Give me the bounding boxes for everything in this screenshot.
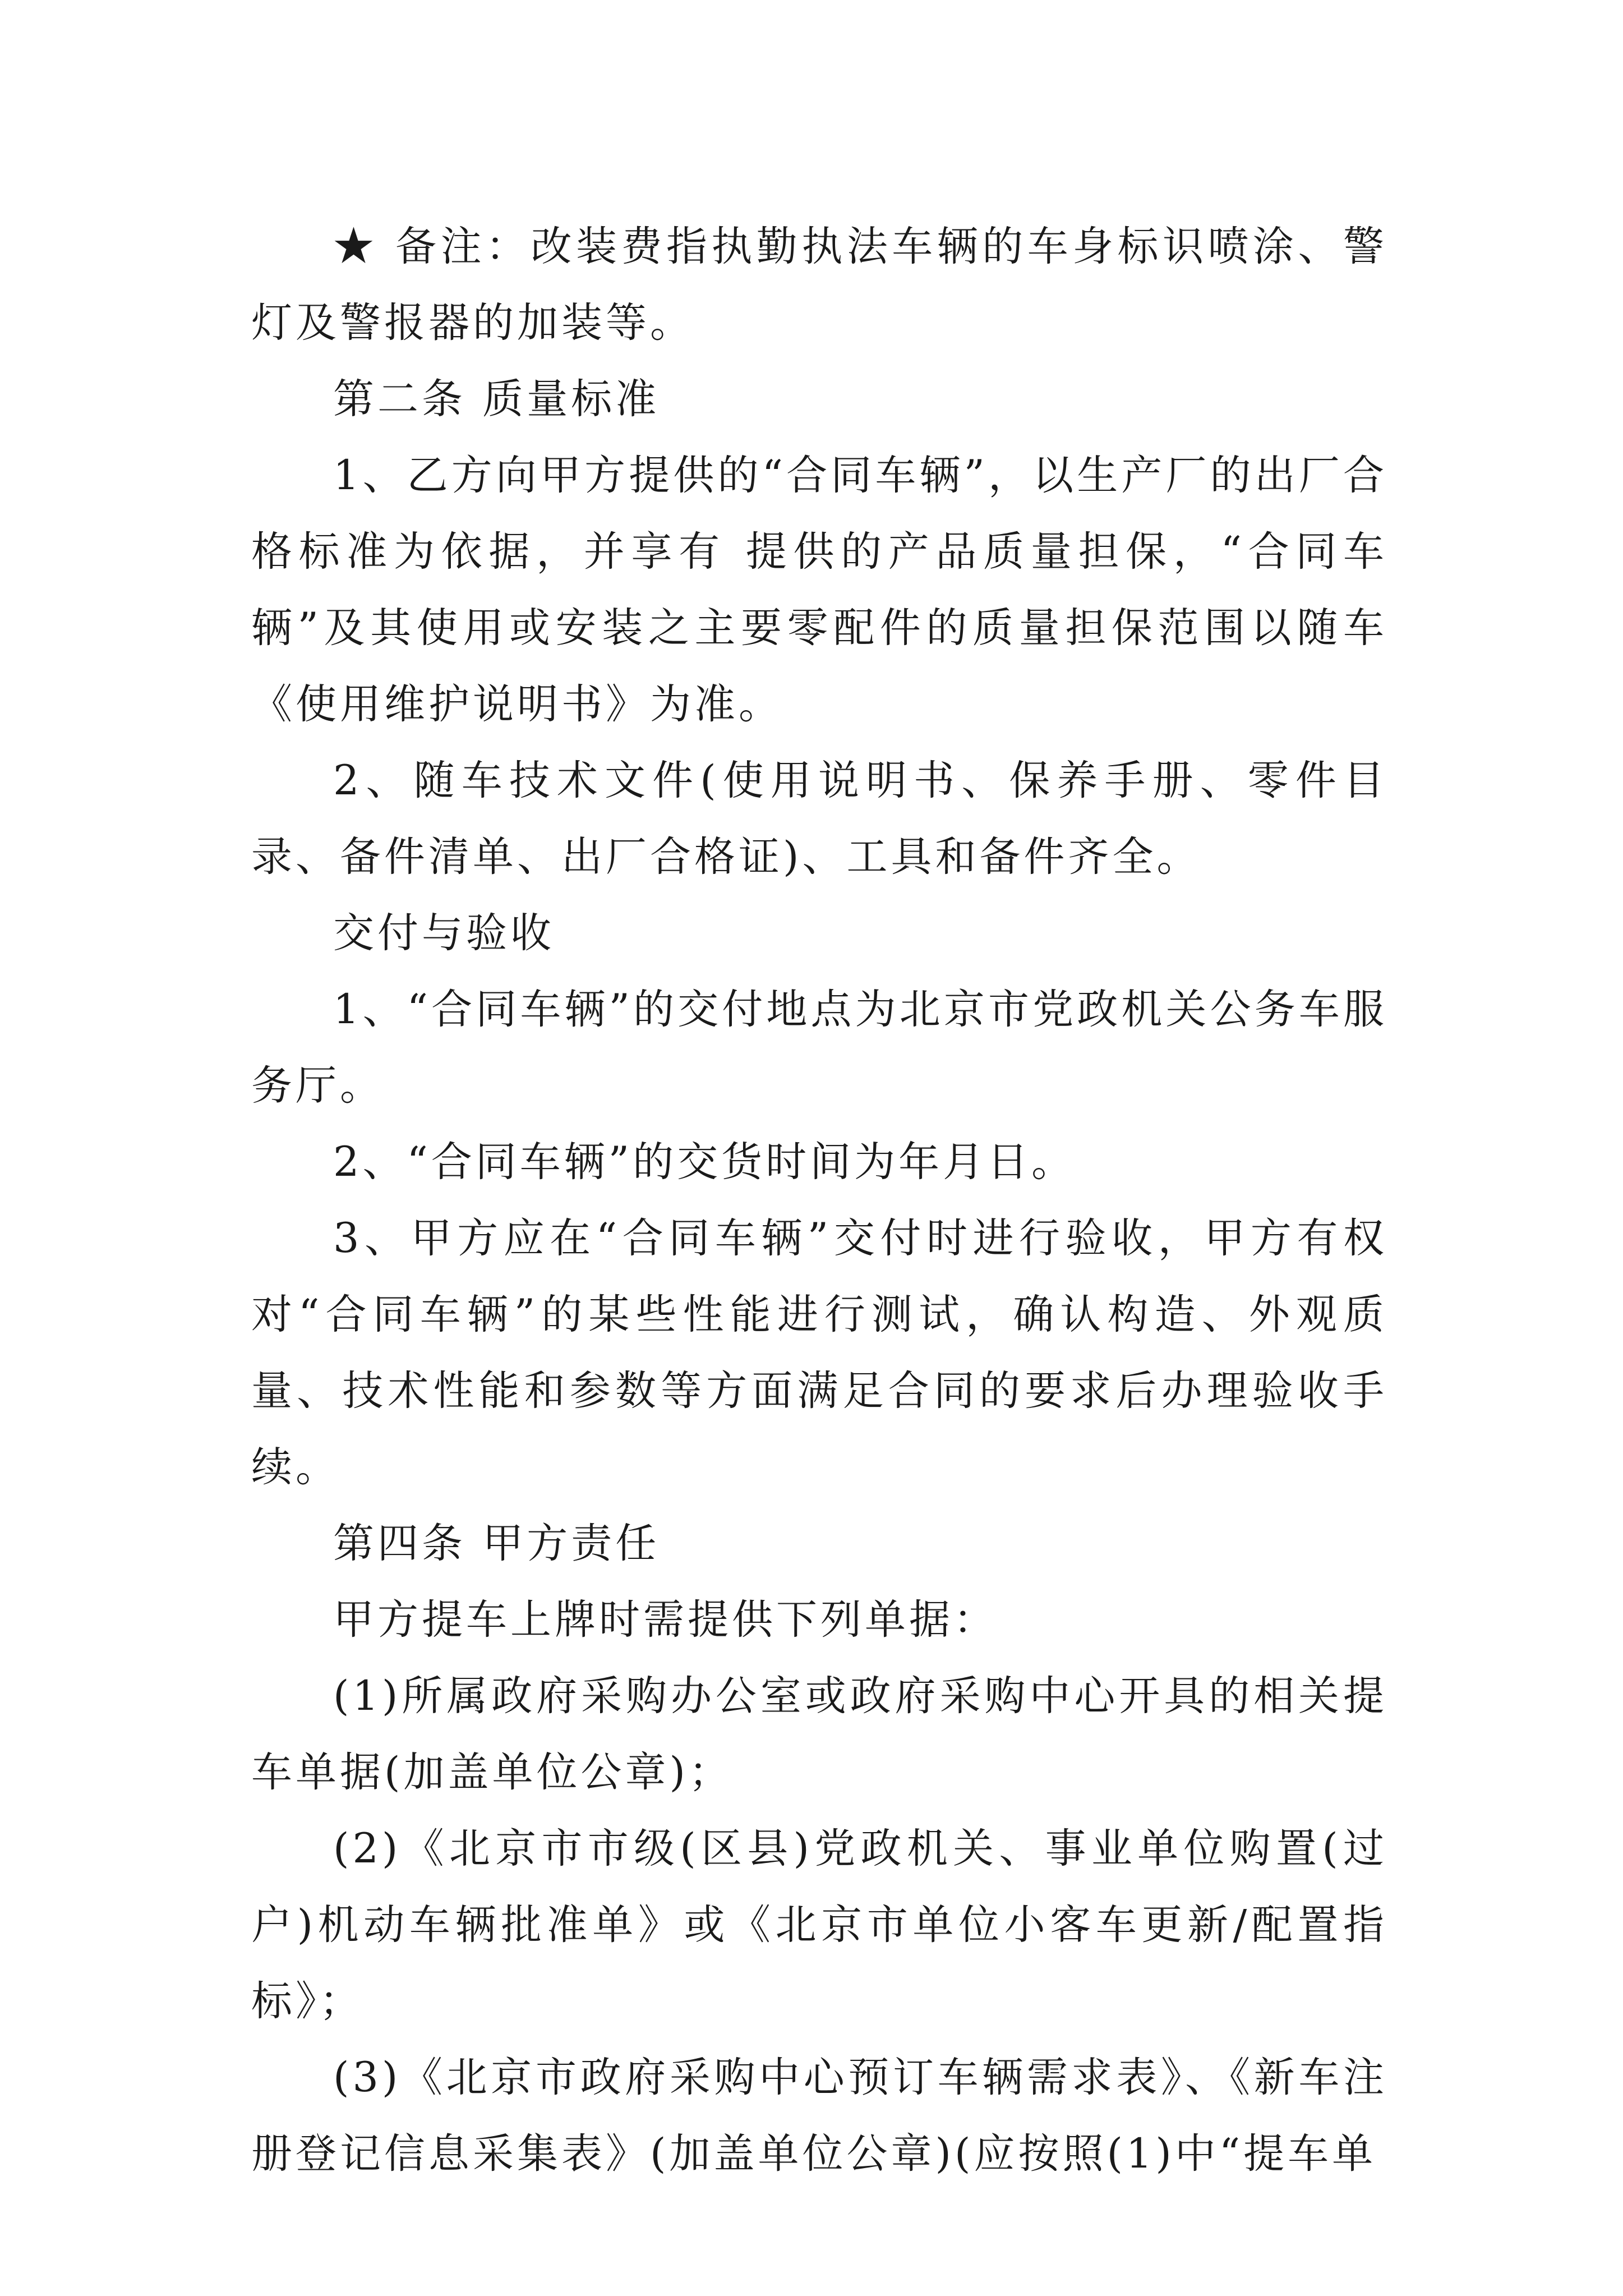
heading-article-2-quality-standard: 第二条 质量标准 [333,375,660,423]
paragraph-quality-2: 2、随车技术文件(使用说明书、保养手册、零件目录、备件清单、出厂合格证)、工具和备件齐全。 [251,757,1387,881]
paragraph-item-1: (1)所属政府采购办公室或政府采购中心开具的相关提车单据(加盖单位公章)； [251,1672,1387,1796]
paragraph-delivery-1: 1、“合同车辆”的交付地点为北京市党政机关公务车服务厅。 [251,986,1387,1110]
paragraph-item-3: (3)《北京市政府采购中心预订车辆需求表》、《新车注册登记信息采集表》(加盖单位公章)(应按照(1)中“提车单 [251,2054,1387,2178]
document-body [251,209,1387,2192]
paragraph-quality-1: 1、乙方向甲方提供的“合同车辆”，以生产厂的出厂合格标准为依据，并享有 提供的产品质量担保，“合同车辆”及其使用或安装之主要零配件的质量担保范围以随车《使用维护说明书》为准。 [251,452,1387,728]
paragraph-delivery-3: 3、甲方应在“合同车辆”交付时进行验收，甲方有权对“合同车辆”的某些性能进行测试，确认构造、外观质量、技术性能和参数等方面满足合同的要求后办理验收手续。 [251,1214,1387,1491]
heading-article-4-party-a: 第四条 甲方责任 [333,1520,660,1567]
paragraph-party-a-intro: 甲方提车上牌时需提供下列单据： [333,1596,998,1644]
paragraph-delivery-2: 2、“合同车辆”的交货时间为年月日。 [333,1138,1076,1186]
paragraph-remark: ★ 备注：改装费指执勤执法车辆的车身标识喷涂、警灯及警报器的加装等。 [251,223,1387,347]
paragraph-item-2: (2)《北京市市级(区县)党政机关、事业单位购置(过户)机动车辆批准单》或《北京市单位小客车更新/配置指标》； [251,1825,1387,2025]
heading-delivery-acceptance: 交付与验收 [333,909,555,957]
